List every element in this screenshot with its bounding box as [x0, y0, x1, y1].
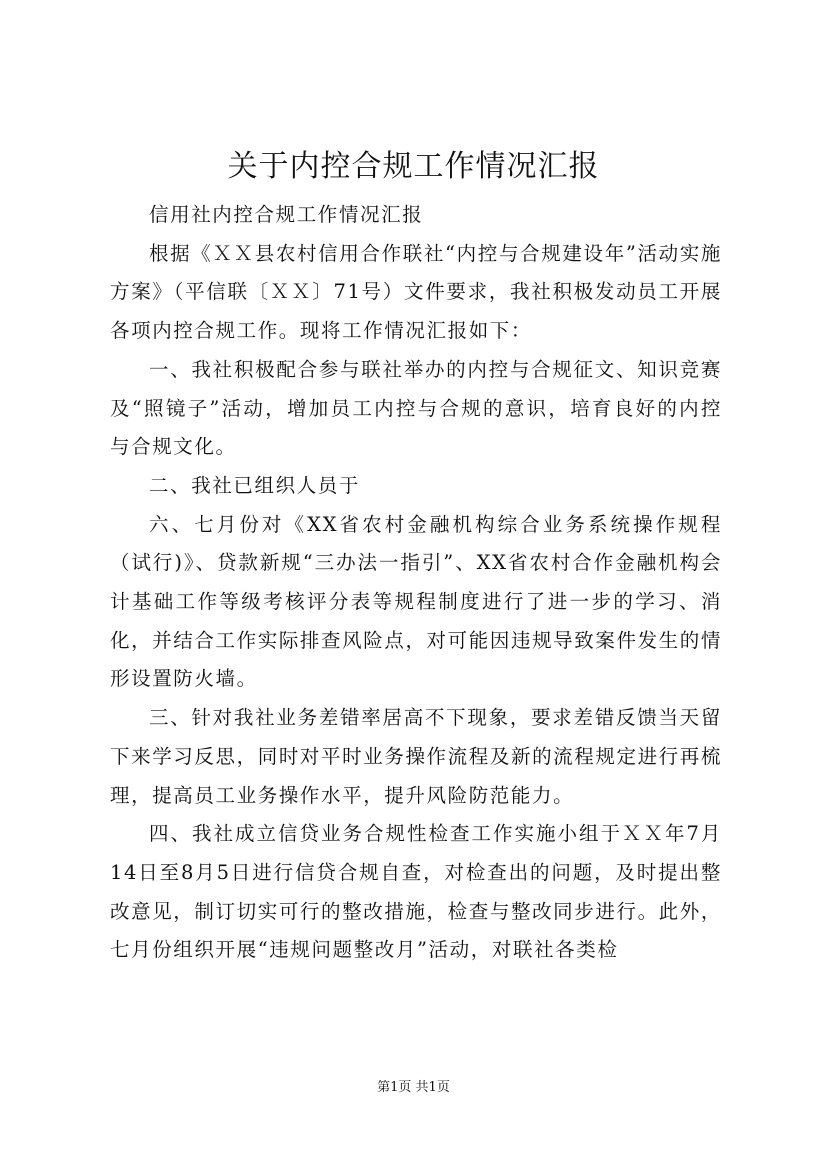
document-title: 关于内控合规工作情况汇报 [227, 149, 600, 184]
paragraph-subtitle: 信用社内控合规工作情况汇报 [149, 203, 424, 226]
paragraph-item-2: 二、我社已组织人员于 [149, 473, 361, 497]
paragraph-intro: 根据《ＸＸ县农村信用合作联社“内控与合规建设年”活动实施方案》（平信联〔ＸＸ〕71号）文件要求，我社积极发动员工开展各项内控合规工作。现将工作情况汇报如下： [110, 241, 722, 343]
paragraph-item-2-continued: 六、七月份对《XX省农村金融机构综合业务系统操作规程（试行)》、贷款新规“三办法一指引”、XX省农村合作金融机构会计基础工作等级考核评分表等规程制度进行了进一步的学习、消化，并结合工作实际排查风险点，对可能因违规导致案件发生的情形设置防火墙。 [110, 512, 722, 691]
paragraph-item-3: 三、针对我社业务差错率居高不下现象，要求差错反馈当天留下来学习反思，同时对平时业务操作流程及新的流程规定进行再梳理，提高员工业务操作水平，提升风险防范能力。 [110, 706, 722, 807]
paragraph-item-1: 一、我社积极配合参与联社举办的内控与合规征文、知识竞赛及“照镜子”活动，增加员工内控与合规的意识，培育良好的内控与合规文化。 [110, 357, 722, 459]
page-footer: 第1页 共1页 [377, 1080, 450, 1095]
paragraph-item-4: 四、我社成立信贷业务合规性检查工作实施小组于ＸＸ年7月14日至8月5日进行信贷合规自查，对检查出的问题，及时提出整改意见，制订切实可行的整改措施，检查与整改同步进行。此外，七月份组织开展“违规问题整改月”活动，对联社各类检 [110, 822, 722, 962]
document-body [110, 196, 722, 970]
